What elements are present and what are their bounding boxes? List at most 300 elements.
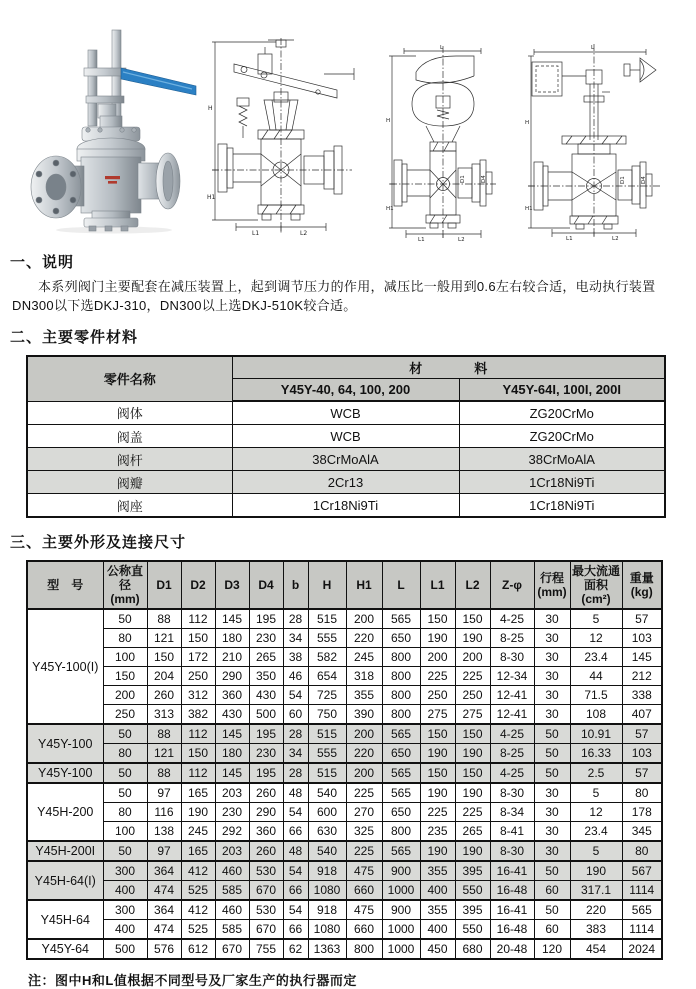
dim-cell: 918: [308, 861, 346, 881]
dim-cell: 2.5: [570, 763, 622, 783]
dim-label-H: H: [386, 118, 391, 124]
dim-cell: 165: [181, 783, 215, 803]
blue-lever: [121, 68, 196, 95]
dim-label-L2: L2: [300, 230, 308, 237]
dim-cell: 355: [420, 861, 455, 881]
valve-photo-body: [31, 30, 196, 234]
dim-cell: 28: [283, 609, 308, 629]
dim-cell: 576: [147, 939, 181, 959]
dim-cell: 66: [283, 920, 308, 940]
dim-cell: 12: [570, 803, 622, 822]
dim-cell: 195: [249, 609, 283, 629]
dim-cell: 4-25: [490, 763, 534, 783]
dim-cell: 48: [283, 783, 308, 803]
dim-cell: 395: [455, 861, 490, 881]
dim-cell: 750: [308, 705, 346, 725]
dim-cell: 364: [147, 900, 181, 920]
dim-cell: 30: [534, 705, 570, 725]
dim-cell: 225: [420, 803, 455, 822]
dim-cell: 1000: [382, 939, 420, 959]
dim-cell: 16-41: [490, 900, 534, 920]
dims-row: [27, 629, 662, 648]
dim-cell: 165: [181, 841, 215, 861]
dim-cell: 28: [283, 724, 308, 744]
top-cap: [416, 56, 474, 76]
dim-cell: 654: [308, 667, 346, 686]
dim-cell: 23.4: [570, 822, 622, 842]
dim-cell: 8-30: [490, 783, 534, 803]
dim-cell: 515: [308, 724, 346, 744]
dim-label-L: L: [591, 45, 595, 51]
dim-cell: 23.4: [570, 648, 622, 667]
dim-cell: 200: [455, 648, 490, 667]
dims-row: [27, 920, 662, 940]
dim-cell: 97: [147, 841, 181, 861]
dim-cell: 20-48: [490, 939, 534, 959]
dim-cell: 800: [382, 822, 420, 842]
dim-cell: 88: [147, 609, 181, 629]
dims-column-header: L1: [420, 561, 455, 609]
dim-cell: 50: [103, 724, 147, 744]
left-flange: [394, 160, 402, 206]
dim-cell: 150: [455, 609, 490, 629]
dim-cell: 203: [215, 783, 249, 803]
dim-cell: 555: [308, 629, 346, 648]
red-nameplate: [105, 176, 120, 179]
drawing-lines: [389, 46, 496, 238]
dim-cell: 150: [455, 724, 490, 744]
dim-cell: 530: [249, 861, 283, 881]
dim-cell: 71.5: [570, 686, 622, 705]
dim-label-L1: L1: [418, 237, 425, 242]
dim-cell: 430: [215, 705, 249, 725]
material-cell: 1Cr18Ni9Ti: [459, 494, 665, 518]
dim-cell: 475: [346, 861, 382, 881]
dim-cell: 80: [103, 803, 147, 822]
dim-label-L2: L2: [458, 237, 465, 242]
dim-cell: 1080: [308, 920, 346, 940]
dims-column-header: 行程 (mm): [534, 561, 570, 609]
dim-cell: 250: [420, 686, 455, 705]
dim-cell: 150: [181, 744, 215, 764]
part-name-cell: 阀瓣: [27, 471, 232, 494]
dim-label-D1: D1: [620, 176, 626, 184]
model-cell: Y45H-200: [27, 783, 103, 841]
dims-column-header: Z-φ: [490, 561, 534, 609]
dim-cell: 44: [570, 667, 622, 686]
materials-table: [26, 355, 666, 518]
dim-cell: 8-30: [490, 648, 534, 667]
dim-cell: 400: [103, 920, 147, 940]
dimension-labels: [207, 105, 307, 237]
dim-cell: 57: [622, 724, 662, 744]
dim-cell: 112: [181, 724, 215, 744]
dim-cell: 62: [283, 939, 308, 959]
dim-cell: 16-41: [490, 861, 534, 881]
dim-cell: 54: [283, 803, 308, 822]
dim-cell: 230: [249, 629, 283, 648]
dim-label-H1: H1: [386, 206, 394, 212]
dims-row: [27, 900, 662, 920]
dim-cell: 918: [308, 900, 346, 920]
dim-cell: 390: [346, 705, 382, 725]
dim-cell: 670: [249, 881, 283, 901]
dim-cell: 34: [283, 744, 308, 764]
material-cell: 38CrMoAlA: [459, 448, 665, 471]
dim-cell: 220: [346, 629, 382, 648]
dim-cell: 200: [346, 609, 382, 629]
handwheel: [640, 58, 656, 82]
dims-column-header: D4: [249, 561, 283, 609]
dim-cell: 430: [249, 686, 283, 705]
dim-cell: 800: [346, 939, 382, 959]
figures-row: [0, 0, 696, 248]
dims-column-header: 最大流通 面积(cm²): [570, 561, 622, 609]
dim-cell: 630: [308, 822, 346, 842]
dim-cell: 4-25: [490, 609, 534, 629]
material-subheader-2: Y45Y-64I, 100I, 200I: [459, 379, 665, 402]
dim-cell: 97: [147, 783, 181, 803]
dim-cell: 190: [420, 629, 455, 648]
dim-cell: 12-41: [490, 705, 534, 725]
dim-cell: 525: [181, 920, 215, 940]
dim-cell: 515: [308, 609, 346, 629]
dim-cell: 225: [420, 667, 455, 686]
material-cell: ZG20CrMo: [459, 425, 665, 448]
materials-header-row: [27, 356, 665, 379]
dim-cell: 60: [534, 920, 570, 940]
materials-row: [27, 425, 665, 448]
dim-cell: 190: [570, 861, 622, 881]
dim-cell: 450: [420, 939, 455, 959]
dim-cell: 474: [147, 920, 181, 940]
part-name-cell: 阀座: [27, 494, 232, 518]
dimensions-table-body: [27, 609, 662, 959]
dim-cell: 565: [382, 609, 420, 629]
dims-column-header: b: [283, 561, 308, 609]
dim-cell: 88: [147, 763, 181, 783]
model-cell: Y45Y-100: [27, 724, 103, 763]
dim-cell: 16-48: [490, 881, 534, 901]
dims-column-header: D1: [147, 561, 181, 609]
dim-cell: 318: [346, 667, 382, 686]
materials-row: [27, 471, 665, 494]
dim-cell: 755: [249, 939, 283, 959]
dim-cell: 220: [346, 744, 382, 764]
dim-cell: 565: [382, 763, 420, 783]
dim-cell: 200: [346, 724, 382, 744]
dim-cell: 600: [308, 803, 346, 822]
dim-cell: 190: [455, 744, 490, 764]
dim-label-D4: D4: [481, 175, 487, 183]
part-name-header: 零件名称: [27, 356, 232, 401]
dim-cell: 48: [283, 841, 308, 861]
dim-cell: 460: [215, 861, 249, 881]
dim-cell: 265: [249, 648, 283, 667]
dim-cell: 567: [622, 861, 662, 881]
dim-cell: 565: [382, 841, 420, 861]
dim-cell: 225: [346, 841, 382, 861]
dim-cell: 60: [283, 705, 308, 725]
dim-cell: 30: [534, 783, 570, 803]
footnote: 注：图中H和L值根据不同型号及厂家生产的执行器而定: [28, 973, 357, 988]
dims-row: [27, 939, 662, 959]
dim-cell: 4-25: [490, 724, 534, 744]
dim-cell: 12: [570, 629, 622, 648]
dim-cell: 200: [420, 648, 455, 667]
lever: [234, 64, 337, 98]
dim-cell: 612: [181, 939, 215, 959]
dim-cell: 1363: [308, 939, 346, 959]
dim-cell: 350: [249, 667, 283, 686]
material-cell: 1Cr18Ni9Ti: [459, 471, 665, 494]
dim-label-L1: L1: [566, 236, 573, 240]
dim-cell: 54: [283, 686, 308, 705]
dim-cell: 5: [570, 609, 622, 629]
dim-cell: 1114: [622, 920, 662, 940]
dim-cell: 54: [283, 861, 308, 881]
material-cell: 38CrMoAlA: [232, 448, 459, 471]
dim-cell: 800: [382, 667, 420, 686]
dimensions-table: [26, 560, 663, 960]
dim-cell: 474: [147, 881, 181, 901]
dim-cell: 260: [249, 783, 283, 803]
dim-cell: 313: [147, 705, 181, 725]
dim-cell: 8-30: [490, 841, 534, 861]
dim-cell: 525: [181, 881, 215, 901]
dim-cell: 180: [215, 744, 249, 764]
dim-cell: 88: [147, 724, 181, 744]
dim-cell: 540: [308, 783, 346, 803]
material-cell: ZG20CrMo: [459, 401, 665, 425]
dims-row: [27, 861, 662, 881]
dim-cell: 725: [308, 686, 346, 705]
dims-row: [27, 822, 662, 842]
dim-cell: 112: [181, 763, 215, 783]
dims-column-header: L2: [455, 561, 490, 609]
dim-cell: 1000: [382, 881, 420, 901]
dim-cell: 250: [181, 667, 215, 686]
dim-cell: 555: [308, 744, 346, 764]
dim-label-H1: H1: [207, 194, 216, 201]
dims-row: [27, 763, 662, 783]
dim-cell: 400: [103, 881, 147, 901]
dim-cell: 30: [534, 629, 570, 648]
dimension-labels: [386, 45, 487, 242]
dim-cell: 325: [346, 822, 382, 842]
dim-cell: 565: [382, 783, 420, 803]
dim-cell: 250: [103, 705, 147, 725]
dim-cell: 57: [622, 763, 662, 783]
dim-cell: 30: [534, 648, 570, 667]
dim-cell: 565: [622, 900, 662, 920]
dim-cell: 145: [215, 609, 249, 629]
part-name-cell: 阀盖: [27, 425, 232, 448]
left-flange: [218, 144, 227, 192]
dim-cell: 50: [534, 763, 570, 783]
dim-cell: 28: [283, 763, 308, 783]
dims-column-header: L: [382, 561, 420, 609]
dim-cell: 395: [455, 900, 490, 920]
model-cell: Y45Y-100(I): [27, 609, 103, 724]
dim-cell: 80: [622, 841, 662, 861]
dim-cell: 150: [420, 724, 455, 744]
dim-cell: 8-25: [490, 744, 534, 764]
dims-row: [27, 705, 662, 725]
dim-cell: 500: [103, 939, 147, 959]
dim-cell: 200: [346, 763, 382, 783]
materials-row: [27, 448, 665, 471]
material-cell: WCB: [232, 425, 459, 448]
dim-cell: 2024: [622, 939, 662, 959]
dim-cell: 270: [346, 803, 382, 822]
dim-cell: 475: [346, 900, 382, 920]
drawing-lines: [528, 44, 660, 237]
dim-cell: 225: [346, 783, 382, 803]
model-cell: Y45H-64: [27, 900, 103, 939]
dim-cell: 345: [622, 822, 662, 842]
dim-cell: 355: [346, 686, 382, 705]
dim-cell: 650: [382, 744, 420, 764]
dim-label-H: H: [208, 105, 213, 112]
model-cell: Y45Y-100: [27, 763, 103, 783]
dim-cell: 80: [103, 629, 147, 648]
dim-cell: 30: [534, 686, 570, 705]
model-cell: Y45H-200I: [27, 841, 103, 861]
dim-cell: 50: [534, 744, 570, 764]
dim-cell: 407: [622, 705, 662, 725]
model-cell: Y45H-64(I): [27, 861, 103, 900]
dim-cell: 108: [570, 705, 622, 725]
dim-cell: 50: [534, 724, 570, 744]
material-cell: 1Cr18Ni9Ti: [232, 494, 459, 518]
dim-cell: 460: [215, 900, 249, 920]
dims-row: [27, 744, 662, 764]
shadow: [56, 227, 172, 234]
dims-row: [27, 686, 662, 705]
dim-cell: 10.91: [570, 724, 622, 744]
dims-row: [27, 803, 662, 822]
dim-cell: 800: [382, 686, 420, 705]
dim-cell: 515: [308, 763, 346, 783]
dims-row: [27, 724, 662, 744]
material-cell: 2Cr13: [232, 471, 459, 494]
valve-drawing-electric: [524, 40, 664, 240]
dim-label-L1: L1: [252, 230, 260, 237]
dim-label-D1: D1: [460, 175, 466, 183]
dim-cell: 50: [534, 900, 570, 920]
dim-cell: 190: [455, 629, 490, 648]
dim-cell: 245: [346, 648, 382, 667]
materials-row: [27, 401, 665, 425]
dim-cell: 540: [308, 841, 346, 861]
dim-cell: 8-34: [490, 803, 534, 822]
dim-cell: 30: [534, 803, 570, 822]
dim-cell: 50: [103, 783, 147, 803]
dim-cell: 8-25: [490, 629, 534, 648]
dim-cell: 145: [215, 763, 249, 783]
dim-cell: 57: [622, 609, 662, 629]
part-name-cell: 阀杆: [27, 448, 232, 471]
dim-cell: 800: [382, 705, 420, 725]
dim-cell: 317.1: [570, 881, 622, 901]
dim-cell: 550: [455, 881, 490, 901]
dims-column-header: 重量 (kg): [622, 561, 662, 609]
model-cell: Y45Y-64: [27, 939, 103, 959]
dim-cell: 230: [249, 744, 283, 764]
drawing-lines: [212, 38, 354, 234]
dim-cell: 412: [181, 861, 215, 881]
dim-cell: 150: [420, 763, 455, 783]
dim-cell: 80: [622, 783, 662, 803]
dim-cell: 355: [420, 900, 455, 920]
dim-cell: 300: [103, 861, 147, 881]
dim-cell: 30: [534, 667, 570, 686]
dim-cell: 150: [103, 667, 147, 686]
dim-cell: 100: [103, 648, 147, 667]
dim-cell: 190: [420, 744, 455, 764]
dim-cell: 212: [622, 667, 662, 686]
dim-cell: 230: [215, 803, 249, 822]
dim-cell: 30: [534, 822, 570, 842]
dim-cell: 338: [622, 686, 662, 705]
dim-cell: 1080: [308, 881, 346, 901]
material-cell: WCB: [232, 401, 459, 425]
valve-photo: [26, 16, 204, 234]
dim-cell: 190: [455, 783, 490, 803]
dim-cell: 190: [420, 841, 455, 861]
dim-cell: 1000: [382, 920, 420, 940]
dim-cell: 400: [420, 920, 455, 940]
dim-cell: 1114: [622, 881, 662, 901]
dim-cell: 16-48: [490, 920, 534, 940]
dim-cell: 34: [283, 629, 308, 648]
dim-cell: 54: [283, 900, 308, 920]
dim-cell: 364: [147, 861, 181, 881]
dim-cell: 530: [249, 900, 283, 920]
dim-cell: 150: [455, 763, 490, 783]
dim-cell: 660: [346, 920, 382, 940]
dims-column-header: D2: [181, 561, 215, 609]
material-subheader-1: Y45Y-40, 64, 100, 200: [232, 379, 459, 402]
dim-cell: 30: [534, 609, 570, 629]
dim-cell: 46: [283, 667, 308, 686]
dim-cell: 382: [181, 705, 215, 725]
dim-cell: 650: [382, 803, 420, 822]
dims-row: [27, 881, 662, 901]
dim-cell: 800: [382, 648, 420, 667]
dim-cell: 412: [181, 900, 215, 920]
dim-cell: 292: [215, 822, 249, 842]
dim-cell: 660: [346, 881, 382, 901]
dim-cell: 5: [570, 841, 622, 861]
dim-cell: 195: [249, 763, 283, 783]
dim-cell: 550: [455, 920, 490, 940]
dims-column-header: 公称直径 (mm): [103, 561, 147, 609]
dims-column-header: D3: [215, 561, 249, 609]
dim-cell: 400: [420, 881, 455, 901]
dim-cell: 80: [103, 744, 147, 764]
dims-row: [27, 783, 662, 803]
dim-cell: 190: [181, 803, 215, 822]
dim-cell: 66: [283, 881, 308, 901]
dim-cell: 260: [147, 686, 181, 705]
dim-cell: 103: [622, 744, 662, 764]
materials-row: [27, 494, 665, 518]
dim-cell: 585: [215, 881, 249, 901]
materials-table-body: [27, 401, 665, 517]
dim-cell: 121: [147, 629, 181, 648]
